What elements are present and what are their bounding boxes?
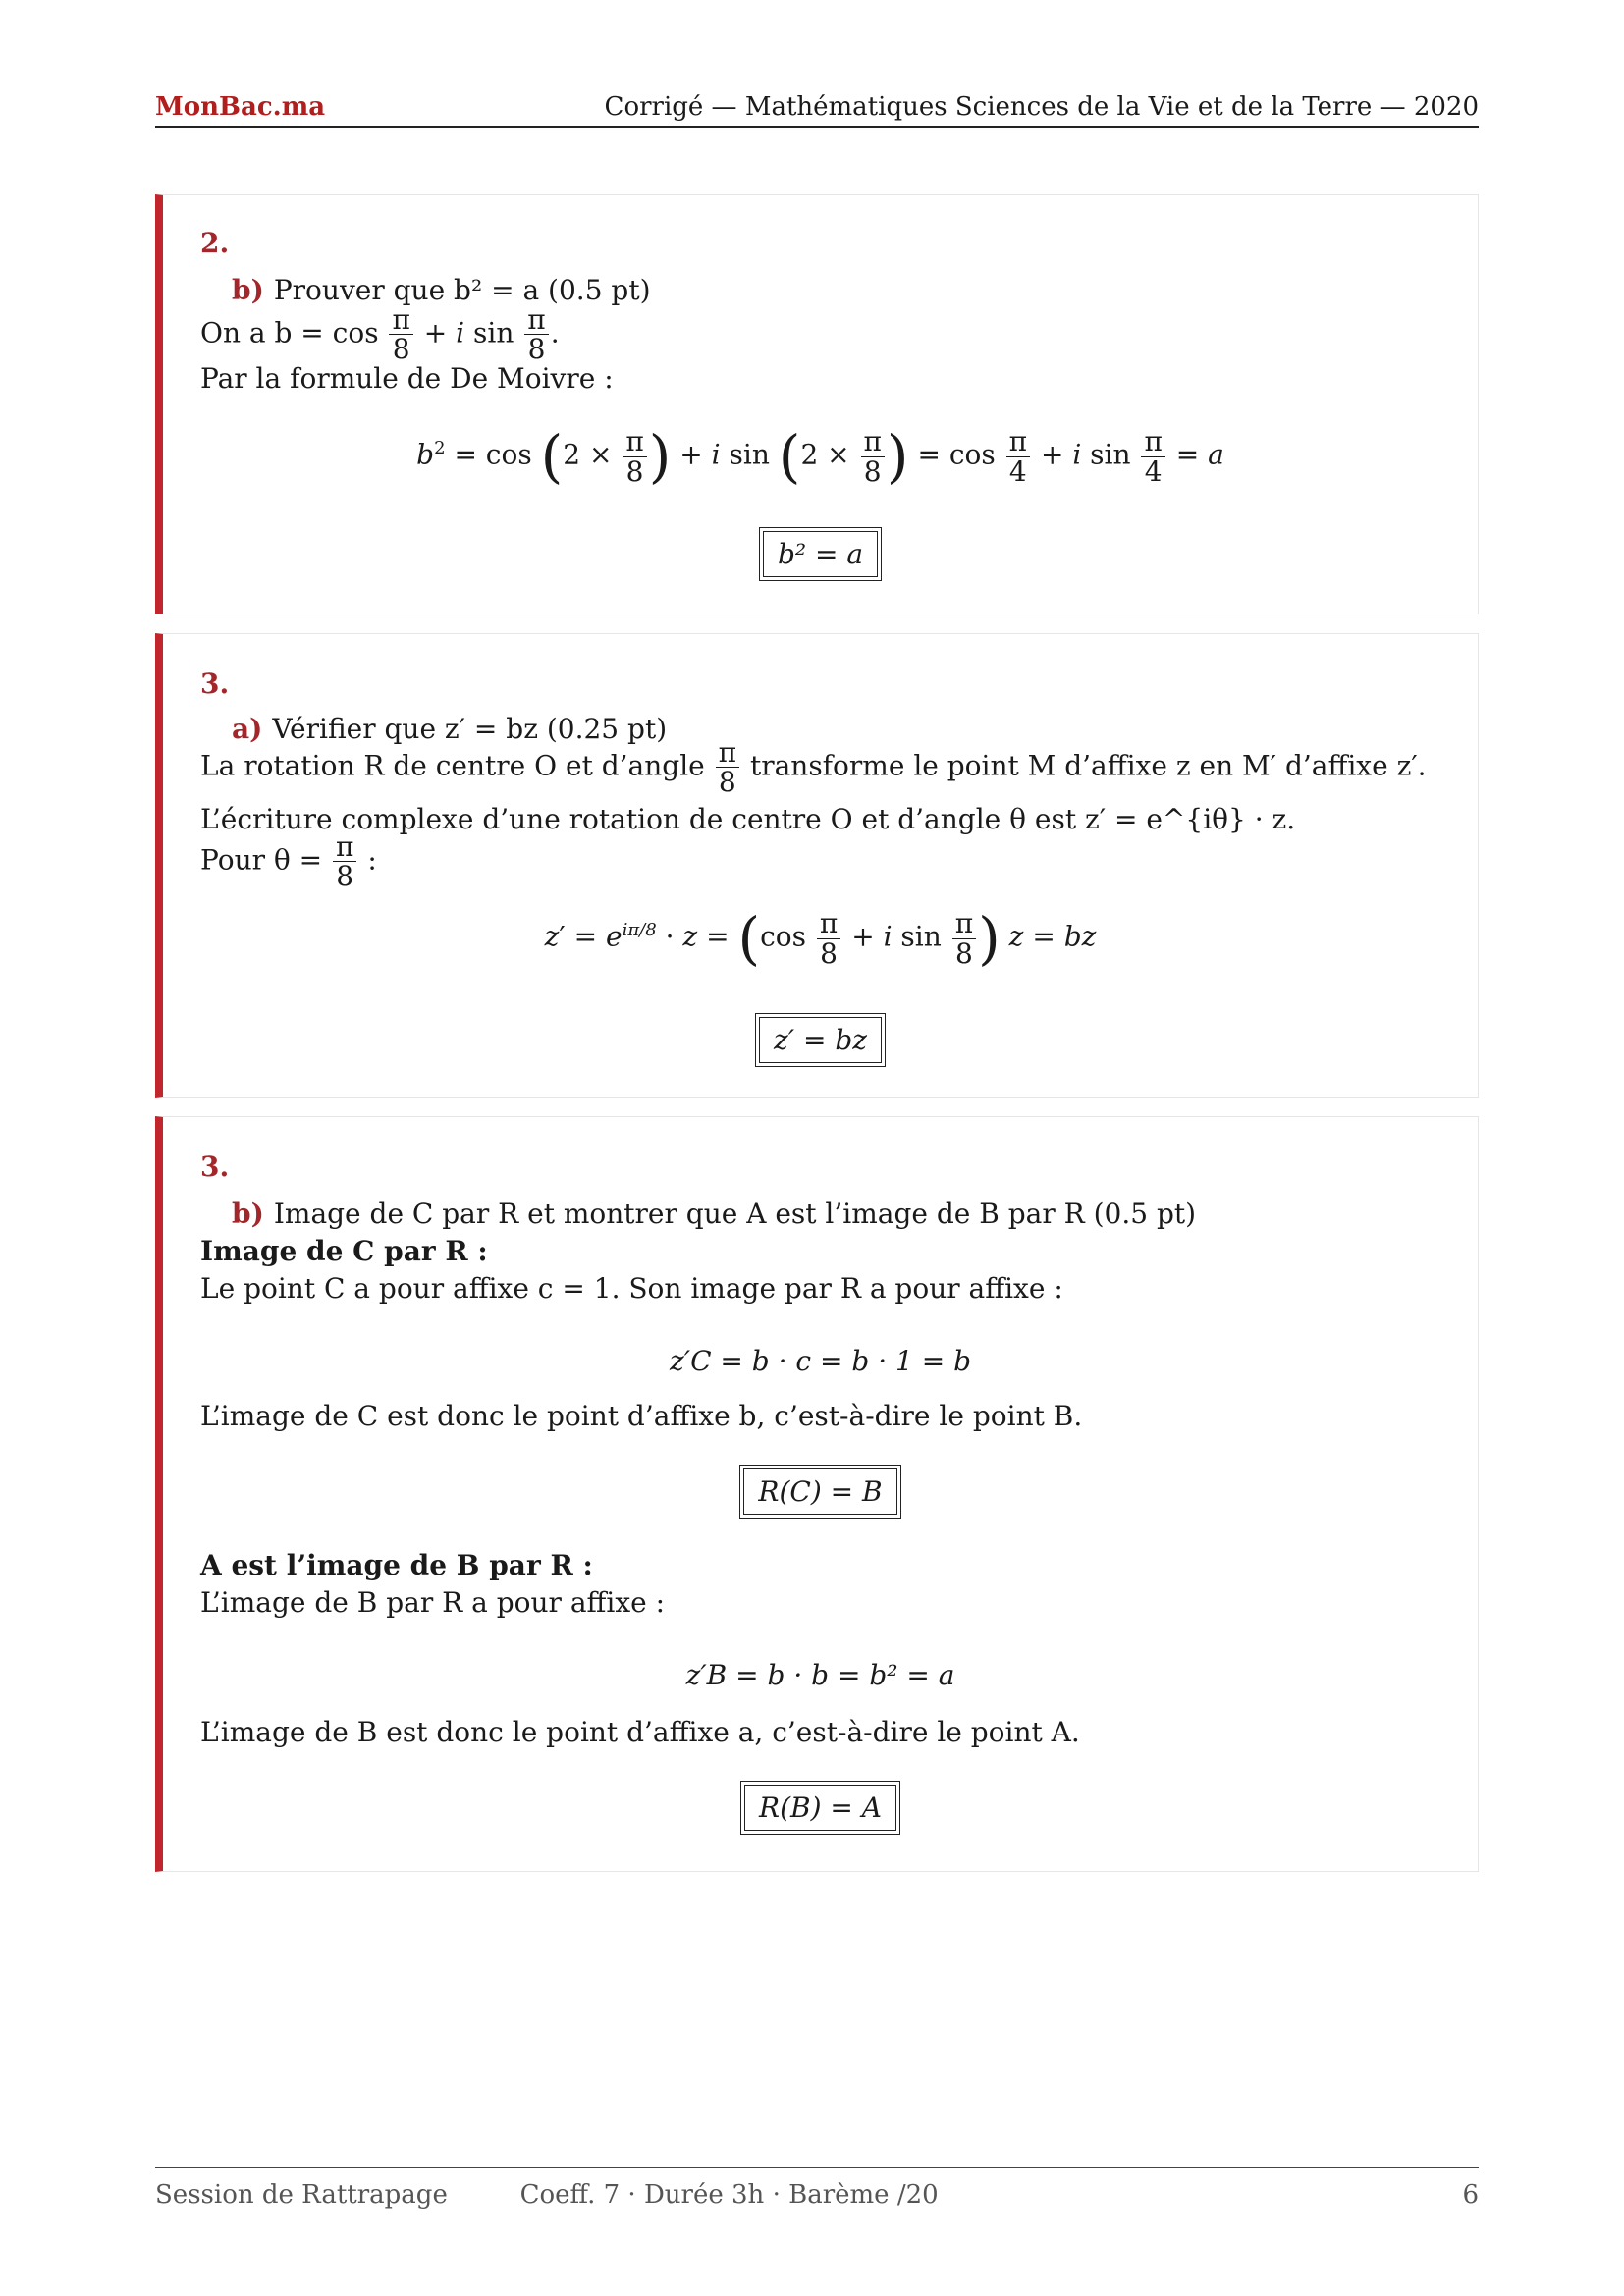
boxed-result [163, 1013, 1478, 1067]
task-text: Image de C par R et montrer que A est l’image de B par R (0.5 pt) [273, 1198, 1197, 1230]
result-text: b² = a [763, 531, 878, 577]
result-text: z′ = bz [759, 1017, 882, 1063]
answer-box-2b [155, 194, 1479, 614]
boxed-result [163, 1465, 1478, 1519]
question-number: 3. [200, 1150, 230, 1183]
statement-line: L’image de B est donc le point d’affixe a, c’est-à-dire le point A. [200, 1716, 1080, 1748]
document-title: Corrigé — Mathématiques Sciences de la Vie et de la Terre — 2020 [604, 92, 1479, 122]
result-text: R(B) = A [744, 1785, 896, 1831]
statement-line: On a b = cos $\frac{\pi}{8}$ + i sin $\frac{\pi}{8}$ . [200, 303, 560, 366]
answer-box-3a [155, 633, 1479, 1098]
fraction-pi-8: $\frac{\pi}{8}$ [389, 305, 412, 364]
question-task [232, 1198, 1196, 1230]
equation-image-b: z′B = b · b = b² = a [685, 1659, 955, 1691]
subquestion-label: b) [232, 1198, 264, 1230]
question-number: 3. [200, 667, 230, 700]
statement-text: La rotation R de centre O et d’angle [200, 749, 705, 782]
boxed-result [163, 527, 1478, 581]
boxed-result [163, 1781, 1478, 1835]
answer-box-3b [155, 1116, 1479, 1872]
statement-text: transforme le point M d’affixe z en M′ d’affixe z′. [749, 749, 1427, 782]
result-text: R(C) = B [743, 1468, 896, 1515]
section-heading: A est l’image de B par R : [200, 1549, 593, 1581]
fraction-pi-8: $\frac{\pi}{8}$ [333, 832, 356, 891]
statement-line: L’image de C est donc le point d’affixe b, c’est-à-dire le point B. [200, 1400, 1083, 1432]
footer-session: Session de Rattrapage [155, 2180, 448, 2210]
statement-line: Pour θ = $\frac{\pi}{8}$ : [200, 830, 377, 893]
section-heading: Image de C par R : [200, 1235, 488, 1267]
brand-logo-text: MonBac.ma [155, 92, 326, 122]
subquestion-label: a) [232, 713, 263, 745]
statement-line: L’écriture complexe d’une rotation de centre O et d’angle θ est z′ = e^{iθ} · z. [200, 803, 1296, 835]
equation-image-c: z′C = b · c = b · 1 = b [670, 1345, 971, 1377]
page-header [155, 90, 1479, 128]
fraction-pi-8: $\frac{\pi}{8}$ [524, 305, 548, 364]
subquestion-label: b) [232, 274, 264, 306]
fraction-pi-8: $\frac{\pi}{8}$ [716, 738, 739, 797]
statement-text: On a b = cos [200, 316, 379, 349]
statement-text: Pour θ = [200, 843, 323, 877]
statement-line: Le point C a pour affixe c = 1. Son image par R a pour affixe : [200, 1272, 1063, 1305]
equation-de-moivre: $b^2 = \cos (2$ × $\frac{\pi}{8}$ ) + i sin (2 × $\frac{\pi}{8}$ ) = cos $\frac{\pi}{4}$ + i sin $\frac{\pi}{4}$ = a [416, 423, 1224, 490]
footer-info: Coeff. 7 · Durée 3h · Barème /20 [519, 2180, 939, 2210]
question-number: 2. [200, 227, 230, 259]
page-footer [155, 2167, 1479, 2210]
statement-line: L’image de B par R a pour affixe : [200, 1586, 666, 1619]
question-task [232, 274, 651, 306]
task-text: Prouver que b² = a (0.5 pt) [273, 274, 651, 306]
statement-line: Par la formule de De Moivre : [200, 362, 614, 395]
page-number: 6 [1462, 2180, 1479, 2210]
task-text: Vérifier que z′ = bz (0.25 pt) [272, 713, 668, 745]
equation-rotation: $z' = e^{i\pi/8} \cdot z = (\cos$ $\frac{\pi}{8}$ + i sin $\frac{\pi}{8}$ ) z = bz [544, 905, 1097, 972]
statement-line [200, 738, 1427, 797]
